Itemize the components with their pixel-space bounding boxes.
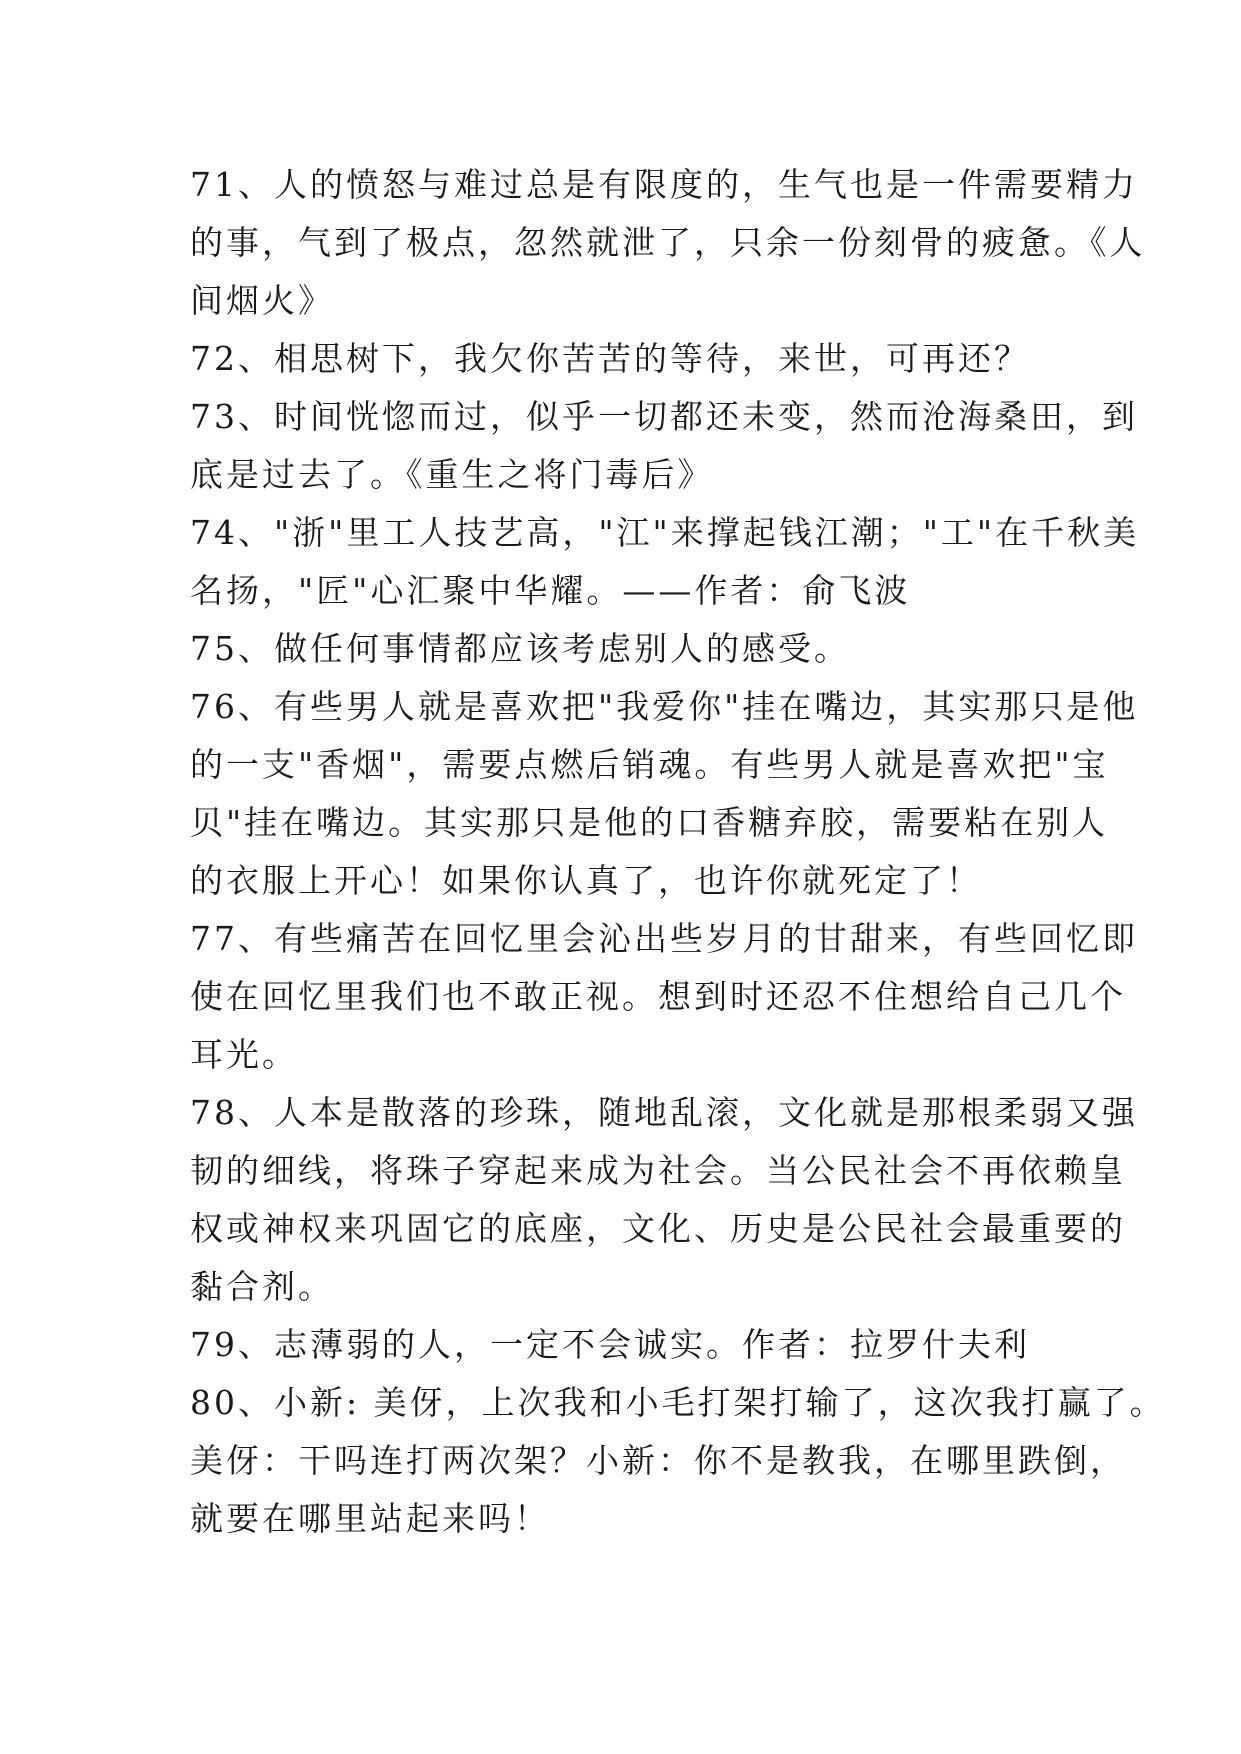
text-line: 名扬，"匠"心汇聚中华耀。——作者：俞飞波 <box>190 571 911 610</box>
text-line: 的衣服上开心！如果你认真了，也许你就死定了！ <box>190 861 982 900</box>
text-line: 74、"浙"里工人技艺高，"江"来撑起钱江潮；"工"在千秋美 <box>190 513 1140 552</box>
text-line: 72、相思树下，我欠你苦苦的等待，来世，可再还？ <box>190 339 1030 378</box>
document-body <box>190 156 1166 1548</box>
text-line: 73、时间恍惚而过，似乎一切都还未变，然而沧海桑田，到 <box>190 397 1138 436</box>
text-line: 77、有些痛苦在回忆里会沁出些岁月的甘甜来，有些回忆即 <box>190 919 1138 958</box>
text-line: 78、人本是散落的珍珠，随地乱滚，文化就是那根柔弱又强 <box>190 1093 1138 1132</box>
text-line: 79、志薄弱的人，一定不会诚实。作者：拉罗什夫利 <box>190 1325 1030 1364</box>
text-line: 美伢：干吗连打两次架？小新：你不是教我，在哪里跌倒， <box>190 1441 1126 1480</box>
text-line: 就要在哪里站起来吗！ <box>190 1499 550 1538</box>
text-line: 的一支"香烟"，需要点燃后销魂。有些男人就是喜欢把"宝 <box>190 745 1109 784</box>
text-line: 71、人的愤怒与难过总是有限度的，生气也是一件需要精力 <box>190 165 1138 204</box>
text-line: 韧的细线，将珠子穿起来成为社会。当公民社会不再依赖皇 <box>190 1151 1126 1190</box>
text-line: 贝"挂在嘴边。其实那只是他的口香糖弃胶，需要粘在别人 <box>190 803 1109 842</box>
text-line: 间烟火》 <box>190 281 334 320</box>
text-line: 使在回忆里我们也不敢正视。想到时还忍不住想给自己几个 <box>190 977 1126 1016</box>
text-line: 80、小新: 美伢，上次我和小毛打架打输了，这次我打赢了。 <box>190 1383 1166 1422</box>
text-line: 75、做任何事情都应该考虑别人的感受。 <box>190 629 850 668</box>
text-line: 耳光。 <box>190 1035 298 1074</box>
text-line: 底是过去了。《重生之将门毒后》 <box>190 455 714 494</box>
text-line: 的事，气到了极点，忽然就泄了，只余一份刻骨的疲惫。《人 <box>190 223 1146 262</box>
text-line: 76、有些男人就是喜欢把"我爱你"挂在嘴边，其实那只是他 <box>190 687 1139 726</box>
text-line: 黏合剂。 <box>190 1267 334 1306</box>
text-line: 权或神权来巩固它的底座，文化、历史是公民社会最重要的 <box>190 1209 1126 1248</box>
